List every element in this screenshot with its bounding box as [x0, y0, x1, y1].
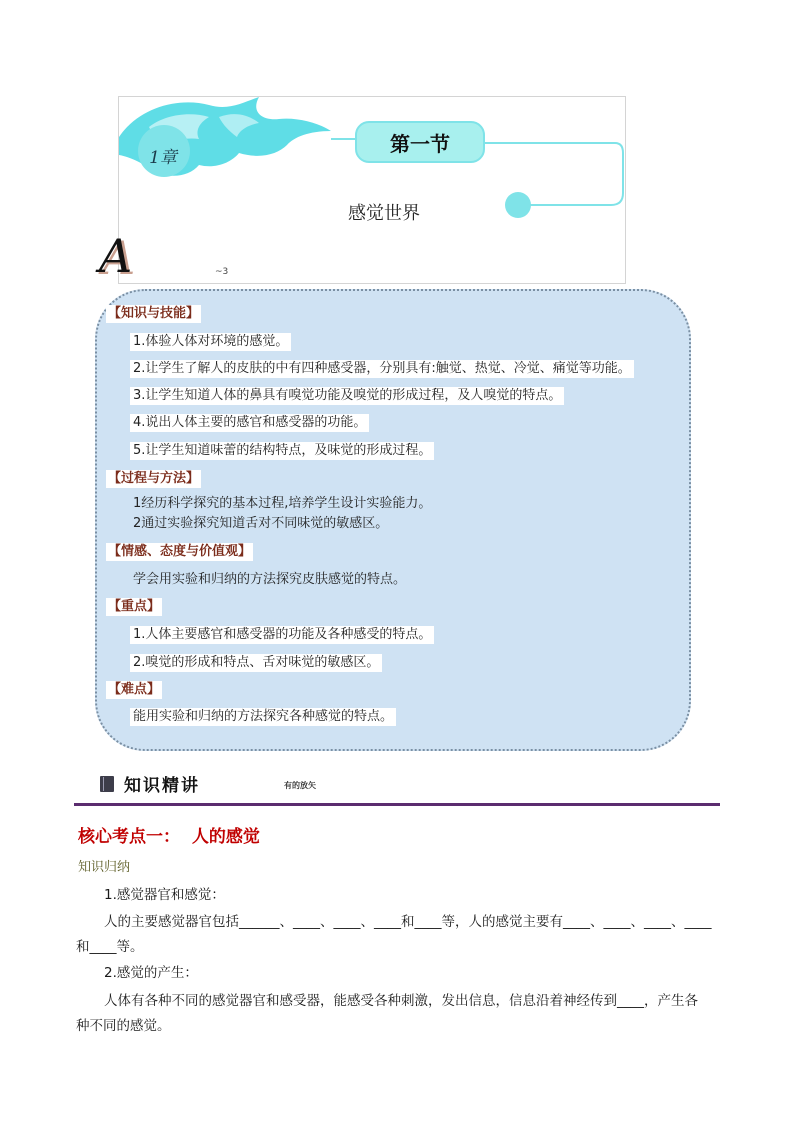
heading-key-points: 【重点】: [108, 599, 161, 614]
heading-difficulties: 【难点】: [108, 682, 161, 697]
paragraph: 和____等。: [76, 939, 144, 955]
objective-item: 学会用实验和归纳的方法探究皮肤感觉的特点。: [133, 572, 407, 587]
chapter-badge: 1章: [149, 147, 177, 168]
objective-item: 1经历科学探究的基本过程,培养学生设计实验能力。: [133, 496, 432, 511]
section-title: 感觉世界: [348, 203, 420, 224]
paragraph: 种不同的感觉。: [76, 1018, 171, 1034]
heading-knowledge-skills: 【知识与技能】: [108, 306, 200, 321]
knowledge-title: 知识精讲: [124, 776, 200, 796]
summary-label: 知识归纳: [78, 860, 131, 875]
objective-item: 5.让学生知道味蕾的结构特点，及味觉的形成过程。: [130, 442, 434, 460]
section-pill: 第一节: [355, 121, 485, 163]
decorative-letter: A: [99, 229, 133, 283]
objective-item: 2.让学生了解人的皮肤的中有四种感受器，分别具有:触觉、热觉、冷觉、痛觉等功能。: [130, 360, 634, 378]
paragraph: 2.感觉的产生：: [104, 965, 198, 981]
chapter-banner: [99, 96, 626, 284]
paragraph: 人的主要感觉器官包括______、____、____、____和____等，人的感觉主要有____、____、____、____: [104, 914, 712, 930]
tiny-mark: ~3: [215, 267, 229, 277]
objective-item: 3.让学生知道人体的鼻具有嗅觉功能及嗅觉的形成过程，及人嗅觉的特点。: [130, 387, 564, 405]
objectives-box: [95, 289, 691, 751]
paragraph: 人体有各种不同的感觉器官和感受器，能感受各种刺激，发出信息，信息沿着神经传到____，产生各: [104, 993, 698, 1009]
knowledge-note: 有的放矢: [284, 781, 316, 790]
objective-item: 2.嗅觉的形成和特点、舌对味觉的敏感区。: [130, 654, 382, 672]
book-icon: [100, 776, 114, 792]
knowledge-header: [100, 771, 200, 796]
heading-process-methods: 【过程与方法】: [108, 471, 200, 486]
objective-item: 1.体验人体对环境的感觉。: [130, 333, 291, 351]
objective-item: 4.说出人体主要的感官和感受器的功能。: [130, 414, 369, 432]
heading-emotion-values: 【情感、态度与价值观】: [108, 544, 252, 559]
paragraph: 1.感觉器官和感觉：: [104, 887, 225, 903]
objective-item: 能用实验和归纳的方法探究各种感觉的特点。: [130, 708, 396, 726]
objective-item: 1.人体主要感官和感受器的功能及各种感受的特点。: [130, 626, 434, 644]
section-divider: [74, 803, 720, 806]
core-point-title: 核心考点一： 人的感觉: [78, 827, 260, 847]
objective-item: 2通过实验探究知道舌对不同味觉的敏感区。: [133, 516, 389, 531]
